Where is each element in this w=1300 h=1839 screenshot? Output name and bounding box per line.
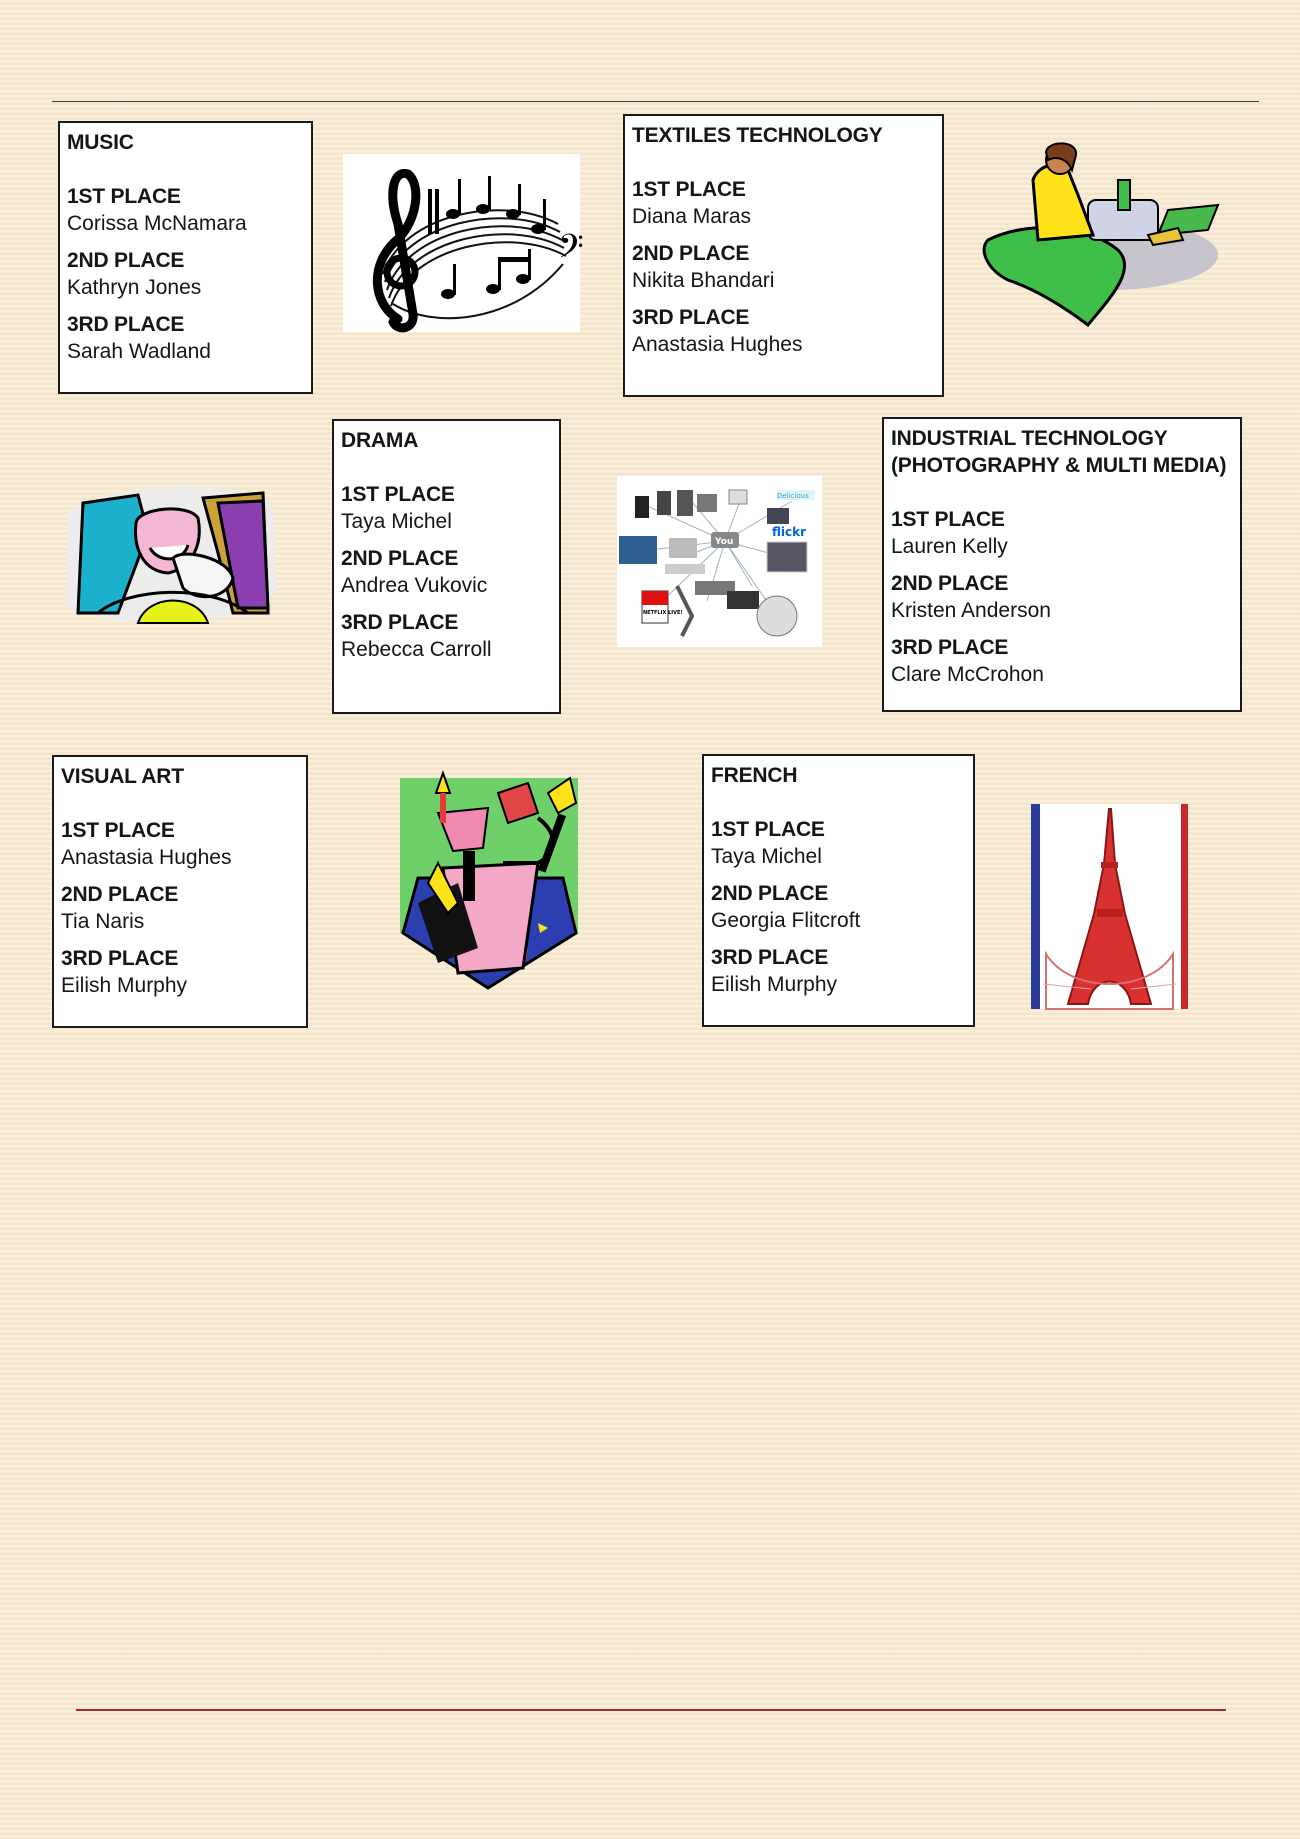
winner-name: Taya Michel — [341, 510, 452, 533]
award-box-drama — [332, 419, 561, 714]
winner-name: Anastasia Hughes — [61, 846, 232, 869]
svg-text:𝄢: 𝄢 — [558, 228, 584, 274]
subject-title: INDUSTRIAL TECHNOLOGY (PHOTOGRAPHY & MULTI MEDIA) — [891, 427, 1227, 477]
subject-title: FRENCH — [711, 764, 798, 787]
award-box-textiles-technology — [623, 114, 944, 397]
music-notes-icon — [343, 154, 584, 332]
place-label: 2ND PLACE — [891, 572, 1009, 595]
place-label: 3RD PLACE — [67, 313, 185, 336]
place-label: 1ST PLACE — [67, 185, 181, 208]
winner-name: Taya Michel — [711, 845, 822, 868]
winner-name: Lauren Kelly — [891, 535, 1008, 558]
winner-name: Eilish Murphy — [61, 974, 188, 997]
subject-title: TEXTILES TECHNOLOGY — [632, 124, 883, 147]
winner-name: Kathryn Jones — [67, 276, 202, 299]
bottom-divider — [76, 1709, 1226, 1711]
theatre-masks-icon — [58, 473, 280, 635]
place-label: 3RD PLACE — [341, 611, 459, 634]
place-label: 1ST PLACE — [711, 818, 825, 841]
top-divider — [52, 101, 1259, 102]
sewing-machine-icon — [968, 140, 1224, 330]
place-label: 1ST PLACE — [632, 178, 746, 201]
place-label: 1ST PLACE — [891, 508, 1005, 531]
place-label: 2ND PLACE — [61, 883, 179, 906]
award-box-music — [58, 121, 313, 394]
award-box-french — [702, 754, 975, 1027]
place-label: 2ND PLACE — [67, 249, 185, 272]
winner-name: Corissa McNamara — [67, 212, 247, 235]
winner-name: Eilish Murphy — [711, 973, 838, 996]
winner-name: Anastasia Hughes — [632, 333, 803, 356]
netflix-label: NETFLIX LIVE! — [643, 610, 683, 616]
place-label: 2ND PLACE — [341, 547, 459, 570]
award-box-visual-art — [52, 755, 308, 1028]
award-box-industrial-technology — [882, 417, 1242, 712]
subject-title: MUSIC — [67, 131, 134, 154]
winner-name: Clare McCrohon — [891, 663, 1044, 686]
place-label: 2ND PLACE — [632, 242, 750, 265]
place-label: 1ST PLACE — [61, 819, 175, 842]
place-label: 3RD PLACE — [61, 947, 179, 970]
winner-name: Rebecca Carroll — [341, 638, 492, 661]
winner-name: Georgia Flitcroft — [711, 909, 861, 932]
place-label: 3RD PLACE — [632, 306, 750, 329]
eiffel-tower-icon — [1031, 804, 1188, 1009]
subject-title: VISUAL ART — [61, 765, 184, 788]
place-label: 2ND PLACE — [711, 882, 829, 905]
paint-brushes-icon — [398, 773, 580, 991]
media-devices-icon — [617, 476, 822, 647]
winner-name: Kristen Anderson — [891, 599, 1051, 622]
winner-name: Nikita Bhandari — [632, 269, 775, 292]
winner-name: Tia Naris — [61, 910, 145, 933]
youtube-label: You — [715, 537, 734, 547]
flickr-label: flickr — [772, 525, 807, 539]
subject-title: DRAMA — [341, 429, 419, 452]
place-label: 1ST PLACE — [341, 483, 455, 506]
winner-name: Sarah Wadland — [67, 340, 211, 363]
winner-name: Diana Maras — [632, 205, 752, 228]
place-label: 3RD PLACE — [891, 636, 1009, 659]
delicious-label: Delicious — [777, 492, 809, 500]
place-label: 3RD PLACE — [711, 946, 829, 969]
winner-name: Andrea Vukovic — [341, 574, 488, 597]
